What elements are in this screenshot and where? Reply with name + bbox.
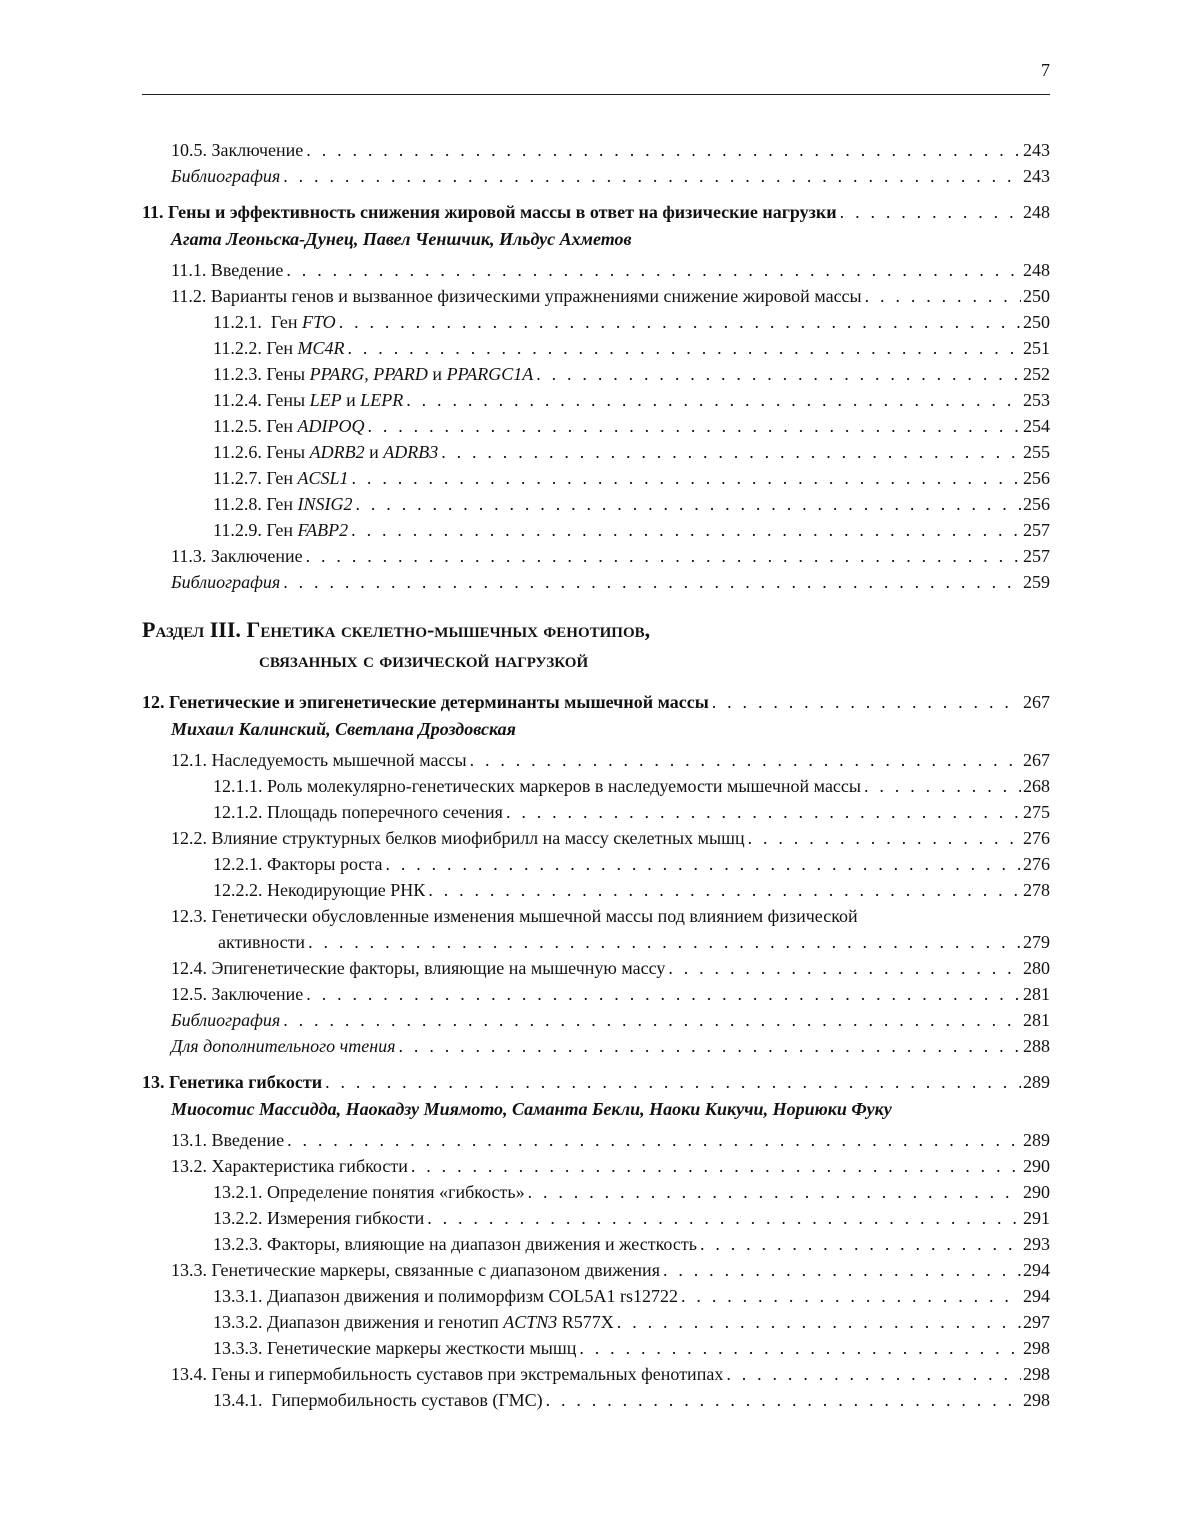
toc-entry-label: 11.2. Варианты генов и вызванное физическими упражнениями снижение жировой массы: [171, 286, 862, 306]
chapter-title: 12. Генетические и эпигенетические детерминанты мышечной массы: [142, 692, 709, 712]
dot-leader: [681, 1283, 1021, 1309]
toc-entry-13-3-3[interactable]: [142, 1335, 1050, 1361]
toc-entry-page: 253: [1023, 390, 1050, 410]
toc-entry-page: 257: [1023, 546, 1050, 566]
toc-chapter-11[interactable]: [142, 199, 1050, 225]
toc-entry-12-2-2[interactable]: [142, 877, 1050, 903]
dot-leader: [663, 1257, 1021, 1283]
toc-entry-12-4[interactable]: [142, 955, 1050, 981]
dot-leader: [283, 1007, 1021, 1033]
toc-entry-11-3[interactable]: [142, 543, 1050, 569]
toc-entry-label-continued: активности: [218, 932, 306, 952]
toc-entry-label: 11.1. Введение: [171, 260, 284, 280]
dot-leader: [427, 1205, 1021, 1231]
gene-name: PPARGC1A: [446, 364, 534, 384]
toc-entry-page: 252: [1023, 364, 1050, 384]
toc-entry-label: Библиография: [171, 572, 281, 592]
toc-entry-label: 12.5. Заключение: [171, 984, 304, 1004]
toc-entry-11-2-2[interactable]: [142, 335, 1050, 361]
toc-entry-page: 298: [1023, 1364, 1050, 1384]
dot-leader: [428, 877, 1021, 903]
toc-entry-page: 248: [1023, 202, 1050, 222]
toc-entry-label: Для дополнительного чтения: [171, 1036, 396, 1056]
toc-entry-label: 13.1. Введение: [171, 1130, 285, 1150]
toc-entry-label: Библиография: [171, 166, 281, 186]
toc-entry-label: 13.4. Гены и гипермобильность суставов при экстремальных фенотипах: [171, 1364, 724, 1384]
dot-leader: [287, 1127, 1021, 1153]
chapter-title: 13. Генетика гибкости: [142, 1072, 323, 1092]
dot-leader: [286, 257, 1021, 283]
toc-entry-11-2-8[interactable]: [142, 491, 1050, 517]
toc-entry-12-1[interactable]: [142, 747, 1050, 773]
toc-chapter-13[interactable]: [142, 1069, 1050, 1095]
gene-name: INSIG2: [297, 494, 353, 514]
toc-entry-page: 256: [1023, 494, 1050, 514]
toc-entry-page: 250: [1023, 312, 1050, 332]
toc-entry-label: 11.2.3. Гены PPARG, PPARD и PPARGC1A: [213, 364, 534, 384]
gene-name: FABP2: [297, 520, 349, 540]
toc-entry-page: 298: [1023, 1338, 1050, 1358]
toc-entry-label: 13.2.1. Определение понятия «гибкость»: [213, 1182, 525, 1202]
gene-name: ADIPOQ: [297, 416, 365, 436]
section-title-line-1: Раздел III. Генетика скелетно-мышечных фенотипов,: [142, 617, 651, 642]
toc-entry-label: 11.3. Заключение: [171, 546, 303, 566]
toc-entry-13-3-2[interactable]: [142, 1309, 1050, 1335]
dot-leader: [348, 335, 1022, 361]
chapter-11-authors: Агата Леоньска-Дунец, Павел Ченшчик, Ильдус Ахметов: [171, 229, 632, 249]
dot-leader: [865, 283, 1021, 309]
toc-entry-label: 13.3.3. Генетические маркеры жесткости мышц: [213, 1338, 577, 1358]
toc-entry-12-1-2[interactable]: [142, 799, 1050, 825]
toc-entry-page: 276: [1023, 828, 1050, 848]
dot-leader: [339, 309, 1021, 335]
toc-entry-label: 13.3. Генетические маркеры, связанные с диапазоном движения: [171, 1260, 660, 1280]
gene-name: MC4R: [297, 338, 345, 358]
dot-leader: [306, 543, 1021, 569]
toc-entry-label: 11.2.5. Ген ADIPOQ: [213, 416, 365, 436]
toc-entry-label: 11.2.6. Гены ADRB2 и ADRB3: [213, 442, 439, 462]
toc-entry-page: 281: [1023, 1010, 1050, 1030]
toc-entry-label: 13.3.2. Диапазон движения и генотип ACTN3 R577X: [213, 1312, 614, 1332]
dot-leader: [506, 799, 1021, 825]
toc-entry-10-bibliography[interactable]: [142, 163, 1050, 189]
toc-entry-13-2-3[interactable]: [142, 1231, 1050, 1257]
gene-name: ADRB3: [383, 442, 439, 462]
toc-entry-page: 251: [1023, 338, 1050, 358]
dot-leader: [470, 747, 1021, 773]
gene-name: ACSL1: [297, 468, 349, 488]
toc-entry-11-2-4[interactable]: [142, 387, 1050, 413]
dot-leader: [712, 689, 1021, 715]
dot-leader: [668, 955, 1021, 981]
toc-entry-label: 11.2.1. Ген FTO: [213, 312, 336, 332]
gene-name: PPARG, PPARD: [309, 364, 428, 384]
table-of-contents: [142, 137, 1050, 1413]
dot-leader: [528, 1179, 1021, 1205]
toc-entry-page: 250: [1023, 286, 1050, 306]
toc-chapter-12[interactable]: [142, 689, 1050, 715]
toc-entry-label: 12.2. Влияние структурных белков миофибрилл на массу скелетных мышц: [171, 828, 745, 848]
toc-entry-label: 13.2.2. Измерения гибкости: [213, 1208, 425, 1228]
gene-name: LEPR: [360, 390, 404, 410]
toc-entry-13-1[interactable]: [142, 1127, 1050, 1153]
dot-leader: [385, 851, 1021, 877]
toc-entry-11-2-3[interactable]: [142, 361, 1050, 387]
toc-entry-label: 13.2. Характеристика гибкости: [171, 1156, 408, 1176]
toc-entry-13-3-1[interactable]: [142, 1283, 1050, 1309]
toc-entry-page: 281: [1023, 984, 1050, 1004]
toc-entry-label: Библиография: [171, 1010, 281, 1030]
gene-name: ACTN3: [503, 1312, 558, 1332]
toc-entry-page: 294: [1023, 1286, 1050, 1306]
dot-leader: [617, 1309, 1021, 1335]
toc-entry-label: 13.4.1. Гипермобильность суставов (ГМС): [213, 1390, 543, 1410]
dot-leader: [325, 1069, 1021, 1095]
toc-entry-label: 12.3. Генетически обусловленные изменения мышечной массы под влиянием физической: [171, 906, 858, 926]
toc-entry-label: 13.2.3. Факторы, влияющие на диапазон движения и жесткость: [213, 1234, 697, 1254]
toc-entry-label: 12.4. Эпигенетические факторы, влияющие на мышечную массу: [171, 958, 666, 978]
toc-entry-page: 256: [1023, 468, 1050, 488]
toc-entry-12-bibliography[interactable]: [142, 1007, 1050, 1033]
toc-entry-11-2-1[interactable]: [142, 309, 1050, 335]
toc-entry-page: 290: [1023, 1182, 1050, 1202]
dot-leader: [441, 439, 1021, 465]
dot-leader: [367, 413, 1021, 439]
toc-entry-page: 254: [1023, 416, 1050, 436]
toc-entry-page: 294: [1023, 1260, 1050, 1280]
dot-leader: [399, 1033, 1021, 1059]
dot-leader: [840, 199, 1021, 225]
toc-entry-12-2[interactable]: [142, 825, 1050, 851]
toc-entry-label: 11.2.4. Гены LEP и LEPR: [213, 390, 404, 410]
gene-name: FTO: [302, 312, 336, 332]
toc-entry-10-5[interactable]: [142, 137, 1050, 163]
toc-entry-page: 259: [1023, 572, 1050, 592]
toc-entry-label: 10.5. Заключение: [171, 140, 304, 160]
dot-leader: [748, 825, 1021, 851]
toc-entry-page: 243: [1023, 166, 1050, 186]
toc-entry-13-2-2[interactable]: [142, 1205, 1050, 1231]
toc-entry-13-4[interactable]: [142, 1361, 1050, 1387]
dot-leader: [306, 981, 1021, 1007]
toc-entry-13-3[interactable]: [142, 1257, 1050, 1283]
toc-entry-label: 12.1.1. Роль молекулярно-генетических маркеров в наследуемости мышечной массы: [213, 776, 861, 796]
toc-entry-page: 289: [1023, 1072, 1050, 1092]
toc-entry-11-2-7[interactable]: [142, 465, 1050, 491]
toc-entry-page: 268: [1023, 776, 1050, 796]
chapter-title: 11. Гены и эффективность снижения жировой массы в ответ на физические нагрузки: [142, 202, 837, 222]
toc-entry-12-3[interactable]: [142, 903, 1050, 929]
toc-entry-11-2-6[interactable]: [142, 439, 1050, 465]
toc-entry-11-bibliography[interactable]: [142, 569, 1050, 595]
dot-leader: [283, 569, 1021, 595]
toc-entry-13-4-1[interactable]: [142, 1387, 1050, 1413]
toc-entry-page: 255: [1023, 442, 1050, 462]
toc-entry-page: 290: [1023, 1156, 1050, 1176]
toc-entry-11-1[interactable]: [142, 257, 1050, 283]
toc-entry-page: 297: [1023, 1312, 1050, 1332]
dot-leader: [579, 1335, 1021, 1361]
dot-leader: [700, 1231, 1021, 1257]
dot-leader: [351, 517, 1021, 543]
dot-leader: [352, 465, 1021, 491]
gene-name: ADRB2: [309, 442, 365, 462]
toc-entry-label: 12.2.1. Факторы роста: [213, 854, 383, 874]
dot-leader: [411, 1153, 1021, 1179]
toc-entry-label: 11.2.8. Ген INSIG2: [213, 494, 353, 514]
toc-entry-11-2-9[interactable]: [142, 517, 1050, 543]
toc-entry-12-2-1[interactable]: [142, 851, 1050, 877]
toc-entry-label: 11.2.2. Ген MC4R: [213, 338, 345, 358]
toc-entry-page: 279: [1023, 932, 1050, 952]
dot-leader: [864, 773, 1021, 799]
dot-leader: [546, 1387, 1021, 1413]
toc-entry-label: 11.2.7. Ген ACSL1: [213, 468, 349, 488]
toc-entry-page: 257: [1023, 520, 1050, 540]
toc-entry-page: 280: [1023, 958, 1050, 978]
toc-entry-page: 278: [1023, 880, 1050, 900]
toc-entry-12-5[interactable]: [142, 981, 1050, 1007]
dot-leader: [536, 361, 1021, 387]
toc-entry-page: 275: [1023, 802, 1050, 822]
dot-leader: [406, 387, 1021, 413]
section-title-line-2: связанных с физической нагрузкой: [259, 647, 589, 672]
toc-entry-page: 298: [1023, 1390, 1050, 1410]
toc-entry-page: 243: [1023, 140, 1050, 160]
toc-entry-page: 288: [1023, 1036, 1050, 1056]
dot-leader: [356, 491, 1022, 517]
toc-entry-11-2-5[interactable]: [142, 413, 1050, 439]
toc-entry-label: 11.2.9. Ген FABP2: [213, 520, 349, 540]
dot-leader: [283, 163, 1021, 189]
toc-entry-page: 248: [1023, 260, 1050, 280]
toc-entry-label: 12.1.2. Площадь поперечного сечения: [213, 802, 503, 822]
dot-leader: [306, 137, 1021, 163]
toc-entry-11-2[interactable]: [142, 283, 1050, 309]
toc-entry-label: 12.2.2. Некодирующие РНК: [213, 880, 426, 900]
toc-entry-page: 293: [1023, 1234, 1050, 1254]
toc-entry-12-3-continued[interactable]: [142, 929, 1050, 955]
header-rule: [142, 94, 1050, 95]
dot-leader: [726, 1361, 1021, 1387]
toc-entry-page: 267: [1023, 750, 1050, 770]
toc-entry-label: 13.3.1. Диапазон движения и полиморфизм COL5A1 rs12722: [213, 1286, 679, 1306]
toc-entry-page: 289: [1023, 1130, 1050, 1150]
toc-entry-12-further-reading[interactable]: [142, 1033, 1050, 1059]
chapter-12-authors: Михаил Калинский, Светлана Дроздовская: [171, 719, 516, 739]
toc-entry-page: 267: [1023, 692, 1050, 712]
toc-entry-13-2-1[interactable]: [142, 1179, 1050, 1205]
toc-entry-page: 291: [1023, 1208, 1050, 1228]
page-number: 7: [1041, 60, 1050, 80]
toc-entry-13-2[interactable]: [142, 1153, 1050, 1179]
section-iii-heading: [142, 615, 1050, 675]
gene-name: LEP: [309, 390, 342, 410]
toc-entry-12-1-1[interactable]: [142, 773, 1050, 799]
toc-entry-page: 276: [1023, 854, 1050, 874]
toc-entry-label: 12.1. Наследуемость мышечной массы: [171, 750, 467, 770]
chapter-13-authors: Миосотис Массидда, Наокадзу Миямото, Саманта Бекли, Наоки Кикучи, Нориюки Фуку: [171, 1099, 892, 1119]
dot-leader: [308, 929, 1021, 955]
